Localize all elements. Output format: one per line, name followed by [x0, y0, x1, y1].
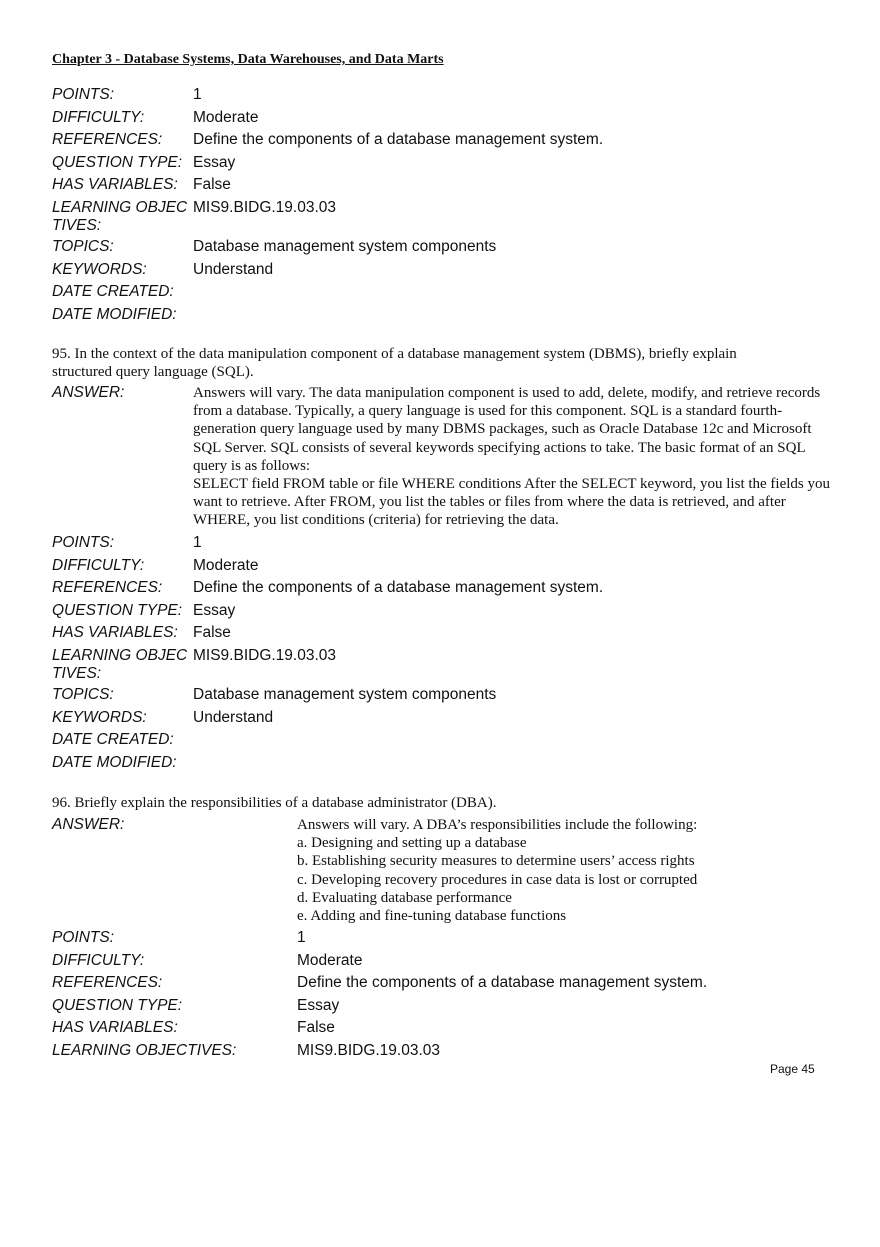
question-96-metadata	[52, 929, 832, 1065]
answer-line: d. Evaluating database performance	[297, 889, 512, 906]
answer-label: ANSWER:	[52, 384, 125, 401]
date-created-label: DATE CREATED:	[52, 731, 174, 749]
learning-objectives-value: MIS9.BIDG.19.03.03	[297, 1041, 441, 1059]
answer-paragraph: SELECT field FROM table or file WHERE conditions After the SELECT keyword, you list the fields you want to retrieve. After FROM, you list the tables or files from where the data is retrieved, and after WHERE, you list conditions (criteria) for retrieving the data.	[193, 476, 831, 529]
question-type-label: QUESTION TYPE:	[52, 996, 183, 1014]
difficulty-label: DIFFICULTY:	[52, 108, 145, 126]
references-label: REFERENCES:	[52, 579, 163, 597]
question-96-text: 96. Briefly explain the responsibilities of a database administrator (DBA).	[52, 795, 497, 811]
keywords-label: KEYWORDS:	[52, 260, 147, 278]
page-number: Page 45	[770, 1062, 815, 1076]
keywords-value: Understand	[193, 260, 274, 278]
difficulty-label: DIFFICULTY:	[52, 556, 145, 574]
question-95-answer	[52, 384, 832, 530]
date-modified-label: DATE MODIFIED:	[52, 305, 177, 323]
date-created-value	[193, 283, 832, 306]
difficulty-value: Moderate	[193, 556, 259, 574]
question-96-answer	[52, 816, 832, 925]
question-type-label: QUESTION TYPE:	[52, 601, 183, 619]
question-95-text: 95. In the context of the data manipulation component of a database management system (DBMS), briefly explain structured query language (SQL).	[52, 346, 737, 380]
date-modified-label: DATE MODIFIED:	[52, 753, 177, 771]
points-label: POINTS:	[52, 534, 115, 551]
question-94-metadata	[52, 86, 832, 328]
date-modified-value	[193, 754, 832, 777]
references-value: Define the components of a database management system.	[193, 131, 604, 149]
points-value: 1	[193, 534, 202, 551]
difficulty-label: DIFFICULTY:	[52, 951, 145, 969]
question-type-value: Essay	[193, 153, 236, 171]
question-95-metadata	[52, 534, 832, 776]
learning-objectives-value: MIS9.BIDG.19.03.03	[193, 198, 337, 216]
answer-line: c. Developing recovery procedures in case data is lost or corrupted	[297, 871, 698, 888]
date-created-value	[193, 731, 832, 754]
answer-line: Answers will vary. A DBA’s responsibilities include the following:	[297, 817, 698, 833]
question-type-value: Essay	[297, 996, 340, 1014]
points-value: 1	[193, 86, 202, 103]
points-value: 1	[297, 929, 306, 946]
points-label: POINTS:	[52, 86, 115, 103]
learning-objectives-label: LEARNING OBJEC TIVES:	[52, 646, 188, 682]
answer-label: ANSWER:	[52, 816, 125, 833]
topics-value: Database management system components	[193, 237, 497, 255]
references-value: Define the components of a database management system.	[297, 974, 708, 992]
chapter-title: Chapter 3 - Database Systems, Data Warehouses, and Data Marts	[52, 52, 444, 67]
has-variables-label: HAS VARIABLES:	[52, 176, 178, 194]
references-label: REFERENCES:	[52, 131, 163, 149]
points-label: POINTS:	[52, 929, 115, 946]
topics-label: TOPICS:	[52, 237, 114, 255]
keywords-label: KEYWORDS:	[52, 708, 147, 726]
has-variables-label: HAS VARIABLES:	[52, 624, 178, 642]
answer-paragraph: Answers will vary. The data manipulation component is used to add, delete, modify, and retrieve records from a database. Typically, a query language is used for this component. SQL is a standard fourth-generation query language used by many DBMS packages, such as Oracle Database 12c and Microsoft SQL Server. SQL consists of several keywords specifying actions to take. The basic format of an SQL query is as follows:	[193, 385, 821, 474]
answer-line: e. Adding and fine-tuning database functions	[297, 908, 567, 925]
date-created-label: DATE CREATED:	[52, 283, 174, 301]
difficulty-value: Moderate	[297, 951, 363, 969]
has-variables-label: HAS VARIABLES:	[52, 1019, 178, 1037]
learning-objectives-label: LEARNING OBJECTIVES:	[52, 1041, 237, 1059]
difficulty-value: Moderate	[193, 108, 259, 126]
topics-value: Database management system components	[193, 685, 497, 703]
learning-objectives-label: LEARNING OBJEC TIVES:	[52, 198, 188, 234]
has-variables-value: False	[297, 1019, 335, 1037]
has-variables-value: False	[193, 176, 231, 194]
answer-line: b. Establishing security measures to determine users’ access rights	[297, 853, 695, 870]
keywords-value: Understand	[193, 708, 274, 726]
date-modified-value	[193, 306, 832, 329]
topics-label: TOPICS:	[52, 685, 114, 703]
question-type-value: Essay	[193, 601, 236, 619]
learning-objectives-value: MIS9.BIDG.19.03.03	[193, 646, 337, 664]
question-type-label: QUESTION TYPE:	[52, 153, 183, 171]
references-value: Define the components of a database management system.	[193, 579, 604, 597]
has-variables-value: False	[193, 624, 231, 642]
references-label: REFERENCES:	[52, 974, 163, 992]
answer-line: a. Designing and setting up a database	[297, 835, 527, 852]
